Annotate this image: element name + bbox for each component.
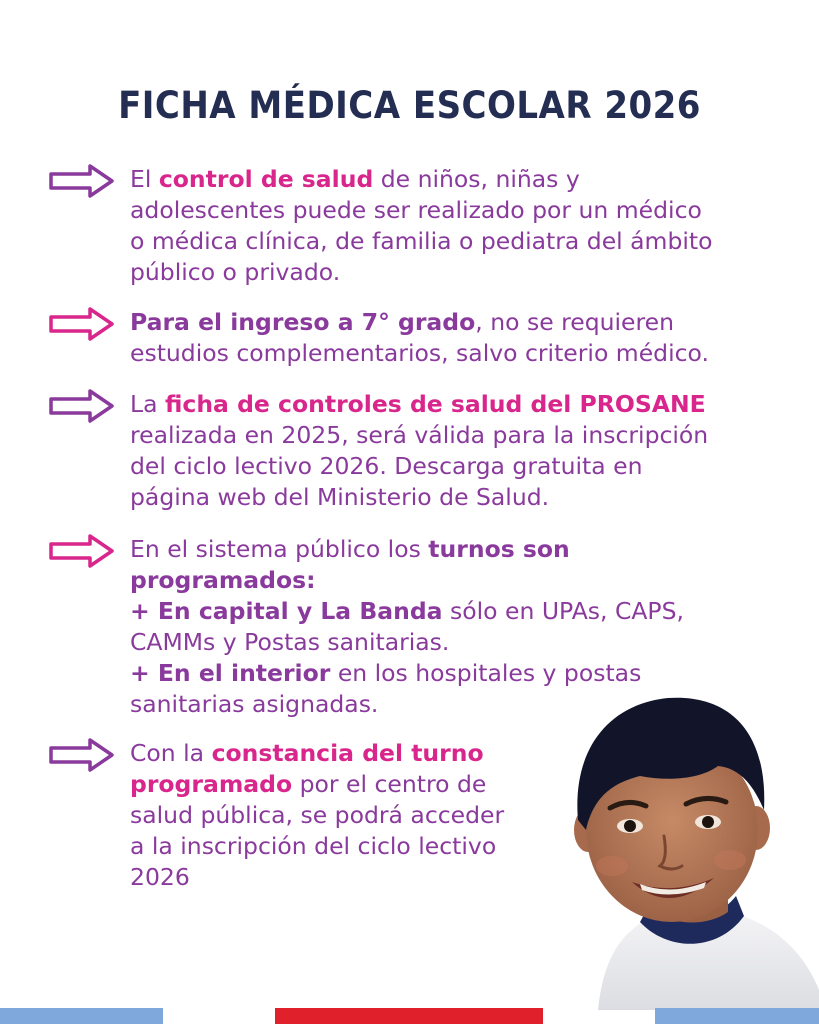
arrow-right-icon: [48, 736, 116, 774]
arrow-right-icon: [48, 162, 116, 200]
info-text: El control de salud de niños, niñas y adolescentes puede ser realizado por un médico o médica clínica, de familia o pediatra del ámbito público o privado.: [130, 165, 713, 286]
arrow-right-icon: [48, 387, 116, 425]
info-text: En el sistema público los turnos son programados: + En capital y La Banda sólo en UPAs, CAPS, CAMMs y Postas sanitarias. + En el interior en los hospitales y postas sanitarias asignadas.: [130, 535, 684, 718]
bar-blue-left: [0, 1008, 163, 1024]
info-text: Para el ingreso a 7° grado, no se requieren estudios complementarios, salvo criterio médico.: [130, 308, 709, 367]
bar-red-center: [275, 1008, 543, 1024]
bottom-color-bars: [0, 1008, 819, 1024]
bar-blue-right: [655, 1008, 819, 1024]
info-text: La ficha de controles de salud del PROSANE realizada en 2025, será válida para la inscripción del ciclo lectivo 2026. Descarga gratuita en página web del Ministerio de Salud.: [130, 390, 709, 511]
child-photo: [568, 690, 819, 1010]
arrow-right-icon: [48, 305, 116, 343]
page-title: FICHA MÉDICA ESCOLAR 2026: [118, 84, 701, 127]
arrow-right-icon: [48, 532, 116, 570]
info-text: Con la constancia del turno programado por el centro de salud pública, se podrá acceder a la inscripción del ciclo lectivo 2026: [130, 739, 505, 891]
